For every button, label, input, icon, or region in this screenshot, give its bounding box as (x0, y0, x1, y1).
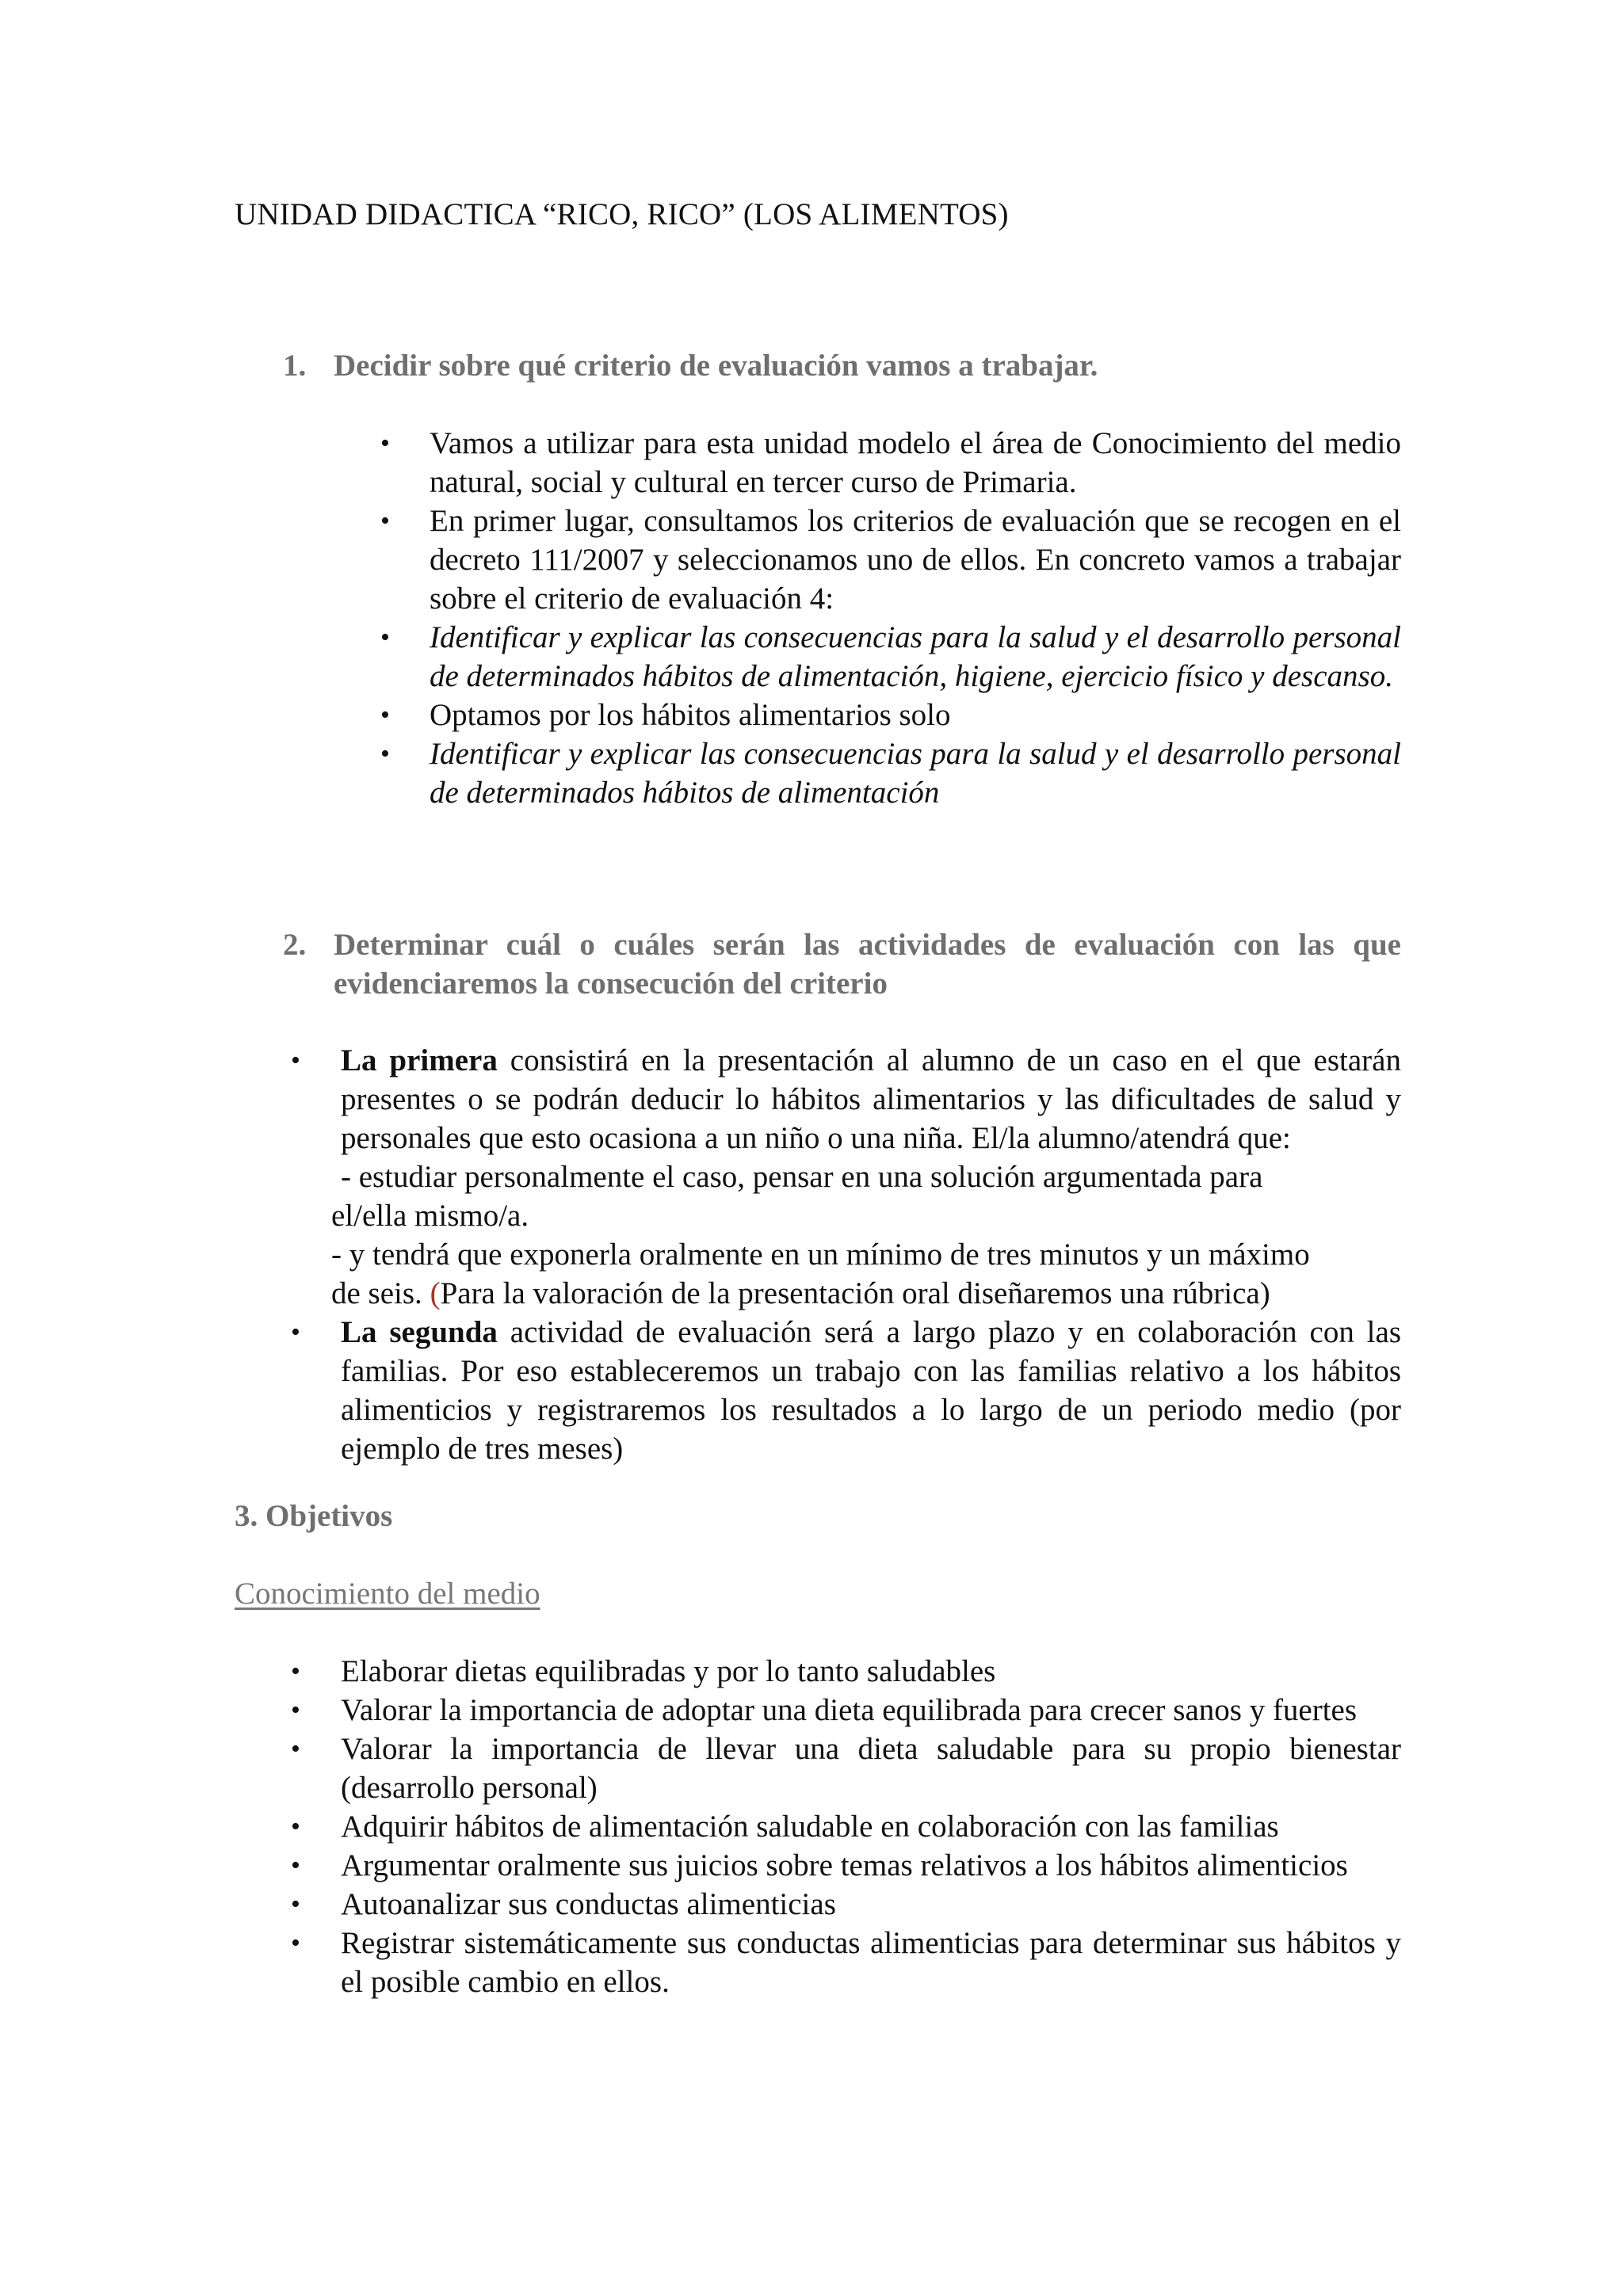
subheading-conocimiento-del-medio: Conocimiento del medio (235, 1577, 540, 1611)
document-title: UNIDAD DIDACTICA “RICO, RICO” (LOS ALIMENTOS) (235, 197, 1009, 231)
list-item (380, 734, 1401, 812)
list-item-text: Vamos a utilizar para esta unidad modelo el área de Conocimiento del medio natural, social y cultural en tercer curso de Primaria. (430, 426, 1401, 499)
list-item (380, 502, 1401, 618)
list-item (291, 1924, 1401, 2001)
bullet-icon: • (291, 1046, 300, 1075)
list-item (291, 1730, 1401, 1807)
list-item (291, 1691, 1401, 1730)
section-3-heading: 3. Objetivos (235, 1499, 393, 1533)
bullet-icon: • (380, 739, 390, 769)
list-item (291, 1313, 1401, 1468)
section-1-heading (283, 346, 1401, 385)
first-activity-line-b: el/ella mismo/a. (331, 1199, 529, 1233)
list-item-text: Valorar la importancia de adoptar una dieta equilibrada para crecer sanos y fuertes (341, 1693, 1358, 1727)
list-item (380, 696, 1401, 734)
list-item-text: Argumentar oralmente sus juicios sobre temas relativos a los hábitos alimenticios (341, 1848, 1348, 1882)
first-activity-label: La primera (341, 1043, 498, 1077)
bullet-icon: • (291, 1734, 300, 1764)
list-item (380, 424, 1401, 502)
section-1-number: 1. (283, 349, 307, 383)
section-2-number: 2. (283, 928, 307, 962)
first-activity-line-d (331, 1274, 1401, 1313)
section-1-heading-text: Decidir sobre qué criterio de evaluación vamos a trabajar. (334, 349, 1098, 383)
list-item-text: Adquirir hábitos de alimentación saludable en colaboración con las familias (341, 1810, 1279, 1844)
list-item-text: Identificar y explicar las consecuencias para la salud y el desarrollo personal de determinados hábitos de alimentación (430, 737, 1401, 810)
list-item-text: Autoanalizar sus conductas alimenticias (341, 1887, 836, 1921)
list-item (291, 1041, 1401, 1313)
list-item-text: Identificar y explicar las consecuencias para la salud y el desarrollo personal de determinados hábitos de alimentación, higiene, ejercicio físico y descanso. (430, 620, 1401, 693)
section-3-list (291, 1652, 1401, 2001)
list-item-text: Optamos por los hábitos alimentarios solo (430, 698, 951, 732)
bullet-icon: • (291, 1851, 300, 1880)
bullet-icon: • (380, 429, 390, 458)
bullet-icon: • (291, 1812, 300, 1841)
first-activity-line-d-end: Para la valoración de la presentación oral diseñaremos una rúbrica) (440, 1276, 1270, 1310)
section-1-list (380, 424, 1401, 812)
list-item-text: Valorar la importancia de llevar una dieta saludable para su propio bienestar (desarrollo personal) (341, 1732, 1401, 1805)
bullet-icon: • (380, 506, 390, 536)
open-paren-mark: ( (430, 1276, 441, 1310)
section-2-heading-text: Determinar cuál o cuáles serán las actividades de evaluación con las que evidenciaremos la consecución del criterio (334, 928, 1401, 1001)
first-activity-line-c: - y tendrá que exponerla oralmente en un mínimo de tres minutos y un máximo (331, 1238, 1310, 1272)
list-item-text: Registrar sistemáticamente sus conductas alimenticias para determinar sus hábitos y el posible cambio en ellos. (341, 1926, 1401, 1999)
list-item (291, 1807, 1401, 1846)
bullet-icon: • (291, 1695, 300, 1725)
list-item (380, 618, 1401, 696)
list-item (291, 1652, 1401, 1691)
bullet-icon: • (291, 1928, 300, 1958)
second-activity-text: actividad de evaluación será a largo plazo y en colaboración con las familias. Por eso estableceremos un trabajo con las familias relativo a los hábitos alimenticios y registraremos los resultados a lo largo de un periodo medio (por ejemplo de tres meses) (341, 1315, 1401, 1466)
bullet-icon: • (380, 700, 390, 730)
list-item-text (341, 1041, 1401, 1158)
list-item (291, 1846, 1401, 1885)
bullet-icon: • (291, 1890, 300, 1919)
bullet-icon: • (291, 1318, 300, 1347)
first-activity-text: consistirá en la presentación al alumno de un caso en el que estarán presentes o se podrán deducir lo hábitos alimentarios y las dificultades de salud y personales que esto ocasiona a un niño o una niña. El/la alumno/atendrá que: (341, 1043, 1401, 1155)
first-activity-line-a: - estudiar personalmente el caso, pensar en una solución argumentada para (341, 1160, 1263, 1194)
section-2-list (291, 1041, 1401, 1468)
list-item-text (341, 1313, 1401, 1468)
section-2-heading (283, 925, 1401, 1003)
bullet-icon: • (380, 623, 390, 652)
bullet-icon: • (291, 1657, 300, 1686)
second-activity-label: La segunda (341, 1315, 498, 1349)
first-activity-line-d-start: de seis. (331, 1276, 430, 1310)
list-item-text: En primer lugar, consultamos los criterios de evaluación que se recogen en el decreto 111/2007 y seleccionamos uno de ellos. En concreto vamos a trabajar sobre el criterio de evaluación 4: (430, 504, 1401, 616)
list-item-text: Elaborar dietas equilibradas y por lo tanto saludables (341, 1654, 996, 1688)
list-item (291, 1885, 1401, 1924)
